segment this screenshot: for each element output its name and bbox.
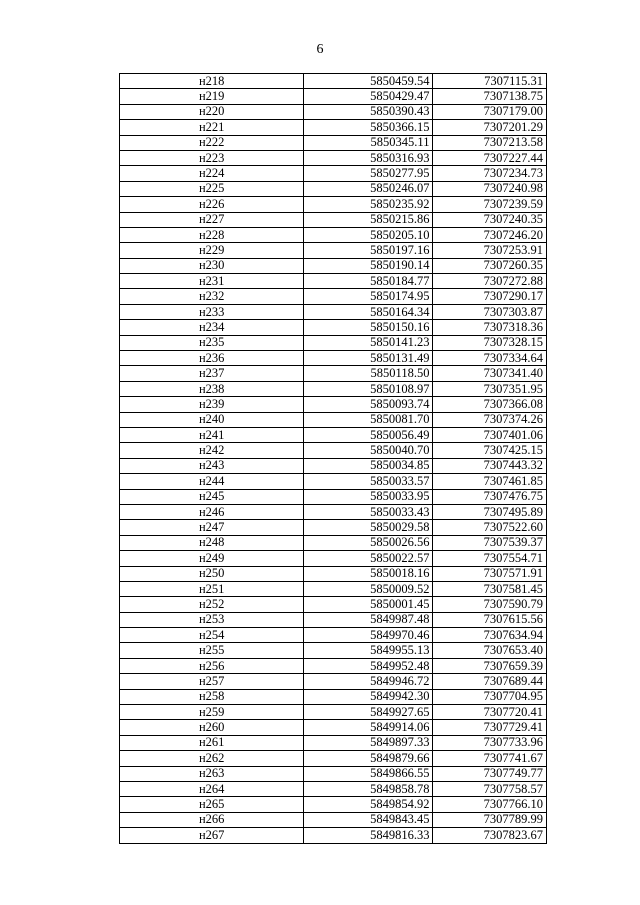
y-coordinate-cell: 7307260.35: [433, 258, 547, 273]
x-coordinate-cell: 5849879.66: [304, 751, 433, 766]
x-coordinate-cell: 5850150.16: [304, 320, 433, 335]
table-row: [120, 628, 547, 643]
point-name-cell: н265: [120, 797, 304, 812]
point-name-cell: н229: [120, 243, 304, 258]
point-name-cell: н231: [120, 274, 304, 289]
point-name-cell: н230: [120, 258, 304, 273]
x-coordinate-cell: 5850022.57: [304, 551, 433, 566]
y-coordinate-cell: 7307401.06: [433, 427, 547, 442]
table-row: [120, 674, 547, 689]
table-row: [120, 274, 547, 289]
y-coordinate-cell: 7307318.36: [433, 320, 547, 335]
y-coordinate-cell: 7307179.00: [433, 104, 547, 119]
x-coordinate-cell: 5850429.47: [304, 89, 433, 104]
table-row: [120, 597, 547, 612]
point-name-cell: н253: [120, 612, 304, 627]
y-coordinate-cell: 7307303.87: [433, 304, 547, 319]
y-coordinate-cell: 7307476.75: [433, 489, 547, 504]
x-coordinate-cell: 5849952.48: [304, 658, 433, 673]
table-row: [120, 366, 547, 381]
y-coordinate-cell: 7307240.98: [433, 181, 547, 196]
y-coordinate-cell: 7307334.64: [433, 351, 547, 366]
x-coordinate-cell: 5850118.50: [304, 366, 433, 381]
y-coordinate-cell: 7307758.57: [433, 781, 547, 796]
y-coordinate-cell: 7307341.40: [433, 366, 547, 381]
coordinates-table-body: [120, 74, 547, 844]
table-row: [120, 489, 547, 504]
point-name-cell: н235: [120, 335, 304, 350]
table-row: [120, 458, 547, 473]
x-coordinate-cell: 5850316.93: [304, 150, 433, 165]
point-name-cell: н242: [120, 443, 304, 458]
point-name-cell: н248: [120, 535, 304, 550]
x-coordinate-cell: 5850235.92: [304, 197, 433, 212]
y-coordinate-cell: 7307201.29: [433, 120, 547, 135]
table-row: [120, 289, 547, 304]
table-row: [120, 658, 547, 673]
y-coordinate-cell: 7307239.59: [433, 197, 547, 212]
table-row: [120, 581, 547, 596]
table-row: [120, 351, 547, 366]
table-row: [120, 566, 547, 581]
point-name-cell: н258: [120, 689, 304, 704]
point-name-cell: н250: [120, 566, 304, 581]
x-coordinate-cell: 5850205.10: [304, 227, 433, 242]
x-coordinate-cell: 5850001.45: [304, 597, 433, 612]
y-coordinate-cell: 7307138.75: [433, 89, 547, 104]
x-coordinate-cell: 5849914.06: [304, 720, 433, 735]
table-row: [120, 135, 547, 150]
point-name-cell: н218: [120, 74, 304, 89]
point-name-cell: н241: [120, 427, 304, 442]
x-coordinate-cell: 5850033.43: [304, 504, 433, 519]
y-coordinate-cell: 7307581.45: [433, 581, 547, 596]
x-coordinate-cell: 5850029.58: [304, 520, 433, 535]
x-coordinate-cell: 5850184.77: [304, 274, 433, 289]
y-coordinate-cell: 7307634.94: [433, 628, 547, 643]
point-name-cell: н234: [120, 320, 304, 335]
x-coordinate-cell: 5849866.55: [304, 766, 433, 781]
table-row: [120, 705, 547, 720]
table-row: [120, 243, 547, 258]
table-row: [120, 104, 547, 119]
point-name-cell: н226: [120, 197, 304, 212]
x-coordinate-cell: 5849987.48: [304, 612, 433, 627]
y-coordinate-cell: 7307659.39: [433, 658, 547, 673]
x-coordinate-cell: 5850081.70: [304, 412, 433, 427]
table-row: [120, 474, 547, 489]
point-name-cell: н238: [120, 381, 304, 396]
point-name-cell: н245: [120, 489, 304, 504]
table-row: [120, 89, 547, 104]
y-coordinate-cell: 7307689.44: [433, 674, 547, 689]
table-row: [120, 427, 547, 442]
table-row: [120, 751, 547, 766]
x-coordinate-cell: 5850190.14: [304, 258, 433, 273]
y-coordinate-cell: 7307227.44: [433, 150, 547, 165]
point-name-cell: н221: [120, 120, 304, 135]
point-name-cell: н256: [120, 658, 304, 673]
point-name-cell: н262: [120, 751, 304, 766]
y-coordinate-cell: 7307115.31: [433, 74, 547, 89]
x-coordinate-cell: 5850026.56: [304, 535, 433, 550]
point-name-cell: н255: [120, 643, 304, 658]
point-name-cell: н233: [120, 304, 304, 319]
x-coordinate-cell: 5850056.49: [304, 427, 433, 442]
point-name-cell: н240: [120, 412, 304, 427]
y-coordinate-cell: 7307590.79: [433, 597, 547, 612]
y-coordinate-cell: 7307789.99: [433, 812, 547, 827]
x-coordinate-cell: 5849897.33: [304, 735, 433, 750]
table-row: [120, 797, 547, 812]
table-row: [120, 181, 547, 196]
table-row: [120, 227, 547, 242]
x-coordinate-cell: 5850459.54: [304, 74, 433, 89]
x-coordinate-cell: 5850040.70: [304, 443, 433, 458]
table-row: [120, 812, 547, 827]
table-row: [120, 197, 547, 212]
point-name-cell: н237: [120, 366, 304, 381]
x-coordinate-cell: 5850164.34: [304, 304, 433, 319]
y-coordinate-cell: 7307729.41: [433, 720, 547, 735]
table-row: [120, 612, 547, 627]
point-name-cell: н264: [120, 781, 304, 796]
x-coordinate-cell: 5850093.74: [304, 397, 433, 412]
table-row: [120, 212, 547, 227]
y-coordinate-cell: 7307823.67: [433, 828, 547, 843]
x-coordinate-cell: 5850277.95: [304, 166, 433, 181]
y-coordinate-cell: 7307366.08: [433, 397, 547, 412]
table-row: [120, 720, 547, 735]
point-name-cell: н259: [120, 705, 304, 720]
y-coordinate-cell: 7307253.91: [433, 243, 547, 258]
y-coordinate-cell: 7307328.15: [433, 335, 547, 350]
table-row: [120, 535, 547, 550]
table-row: [120, 689, 547, 704]
page-number: 6: [316, 42, 324, 57]
point-name-cell: н225: [120, 181, 304, 196]
y-coordinate-cell: 7307554.71: [433, 551, 547, 566]
y-coordinate-cell: 7307615.56: [433, 612, 547, 627]
y-coordinate-cell: 7307425.15: [433, 443, 547, 458]
table-row: [120, 74, 547, 89]
point-name-cell: н220: [120, 104, 304, 119]
point-name-cell: н257: [120, 674, 304, 689]
table-row: [120, 304, 547, 319]
x-coordinate-cell: 5850141.23: [304, 335, 433, 350]
y-coordinate-cell: 7307539.37: [433, 535, 547, 550]
x-coordinate-cell: 5850009.52: [304, 581, 433, 596]
table-row: [120, 150, 547, 165]
point-name-cell: н236: [120, 351, 304, 366]
table-row: [120, 120, 547, 135]
x-coordinate-cell: 5850018.16: [304, 566, 433, 581]
point-name-cell: н227: [120, 212, 304, 227]
y-coordinate-cell: 7307571.91: [433, 566, 547, 581]
point-name-cell: н249: [120, 551, 304, 566]
coordinates-table: [119, 73, 547, 844]
x-coordinate-cell: 5850108.97: [304, 381, 433, 396]
table-row: [120, 781, 547, 796]
point-name-cell: н252: [120, 597, 304, 612]
y-coordinate-cell: 7307522.60: [433, 520, 547, 535]
table-row: [120, 335, 547, 350]
point-name-cell: н263: [120, 766, 304, 781]
y-coordinate-cell: 7307246.20: [433, 227, 547, 242]
point-name-cell: н239: [120, 397, 304, 412]
x-coordinate-cell: 5849970.46: [304, 628, 433, 643]
x-coordinate-cell: 5850246.07: [304, 181, 433, 196]
point-name-cell: н222: [120, 135, 304, 150]
table-row: [120, 320, 547, 335]
table-row: [120, 551, 547, 566]
x-coordinate-cell: 5850366.15: [304, 120, 433, 135]
x-coordinate-cell: 5850345.11: [304, 135, 433, 150]
x-coordinate-cell: 5849843.45: [304, 812, 433, 827]
y-coordinate-cell: 7307443.32: [433, 458, 547, 473]
table-row: [120, 504, 547, 519]
table-row: [120, 828, 547, 843]
point-name-cell: н243: [120, 458, 304, 473]
y-coordinate-cell: 7307240.35: [433, 212, 547, 227]
x-coordinate-cell: 5850174.95: [304, 289, 433, 304]
y-coordinate-cell: 7307495.89: [433, 504, 547, 519]
x-coordinate-cell: 5850215.86: [304, 212, 433, 227]
x-coordinate-cell: 5850033.95: [304, 489, 433, 504]
y-coordinate-cell: 7307741.67: [433, 751, 547, 766]
y-coordinate-cell: 7307766.10: [433, 797, 547, 812]
y-coordinate-cell: 7307351.95: [433, 381, 547, 396]
y-coordinate-cell: 7307461.85: [433, 474, 547, 489]
x-coordinate-cell: 5850034.85: [304, 458, 433, 473]
x-coordinate-cell: 5849854.92: [304, 797, 433, 812]
table-row: [120, 735, 547, 750]
table-row: [120, 412, 547, 427]
point-name-cell: н266: [120, 812, 304, 827]
y-coordinate-cell: 7307374.26: [433, 412, 547, 427]
table-row: [120, 643, 547, 658]
point-name-cell: н261: [120, 735, 304, 750]
x-coordinate-cell: 5850197.16: [304, 243, 433, 258]
point-name-cell: н223: [120, 150, 304, 165]
table-row: [120, 520, 547, 535]
x-coordinate-cell: 5849955.13: [304, 643, 433, 658]
point-name-cell: н251: [120, 581, 304, 596]
x-coordinate-cell: 5850390.43: [304, 104, 433, 119]
point-name-cell: н219: [120, 89, 304, 104]
table-row: [120, 166, 547, 181]
y-coordinate-cell: 7307234.73: [433, 166, 547, 181]
y-coordinate-cell: 7307720.41: [433, 705, 547, 720]
x-coordinate-cell: 5849946.72: [304, 674, 433, 689]
point-name-cell: н267: [120, 828, 304, 843]
x-coordinate-cell: 5849816.33: [304, 828, 433, 843]
table-row: [120, 381, 547, 396]
y-coordinate-cell: 7307213.58: [433, 135, 547, 150]
point-name-cell: н254: [120, 628, 304, 643]
point-name-cell: н247: [120, 520, 304, 535]
point-name-cell: н260: [120, 720, 304, 735]
table-row: [120, 258, 547, 273]
point-name-cell: н228: [120, 227, 304, 242]
x-coordinate-cell: 5849858.78: [304, 781, 433, 796]
y-coordinate-cell: 7307704.95: [433, 689, 547, 704]
x-coordinate-cell: 5849942.30: [304, 689, 433, 704]
table-row: [120, 397, 547, 412]
y-coordinate-cell: 7307272.88: [433, 274, 547, 289]
y-coordinate-cell: 7307290.17: [433, 289, 547, 304]
x-coordinate-cell: 5849927.65: [304, 705, 433, 720]
y-coordinate-cell: 7307749.77: [433, 766, 547, 781]
y-coordinate-cell: 7307653.40: [433, 643, 547, 658]
y-coordinate-cell: 7307733.96: [433, 735, 547, 750]
point-name-cell: н232: [120, 289, 304, 304]
table-row: [120, 766, 547, 781]
x-coordinate-cell: 5850131.49: [304, 351, 433, 366]
x-coordinate-cell: 5850033.57: [304, 474, 433, 489]
point-name-cell: н224: [120, 166, 304, 181]
point-name-cell: н244: [120, 474, 304, 489]
point-name-cell: н246: [120, 504, 304, 519]
table-row: [120, 443, 547, 458]
